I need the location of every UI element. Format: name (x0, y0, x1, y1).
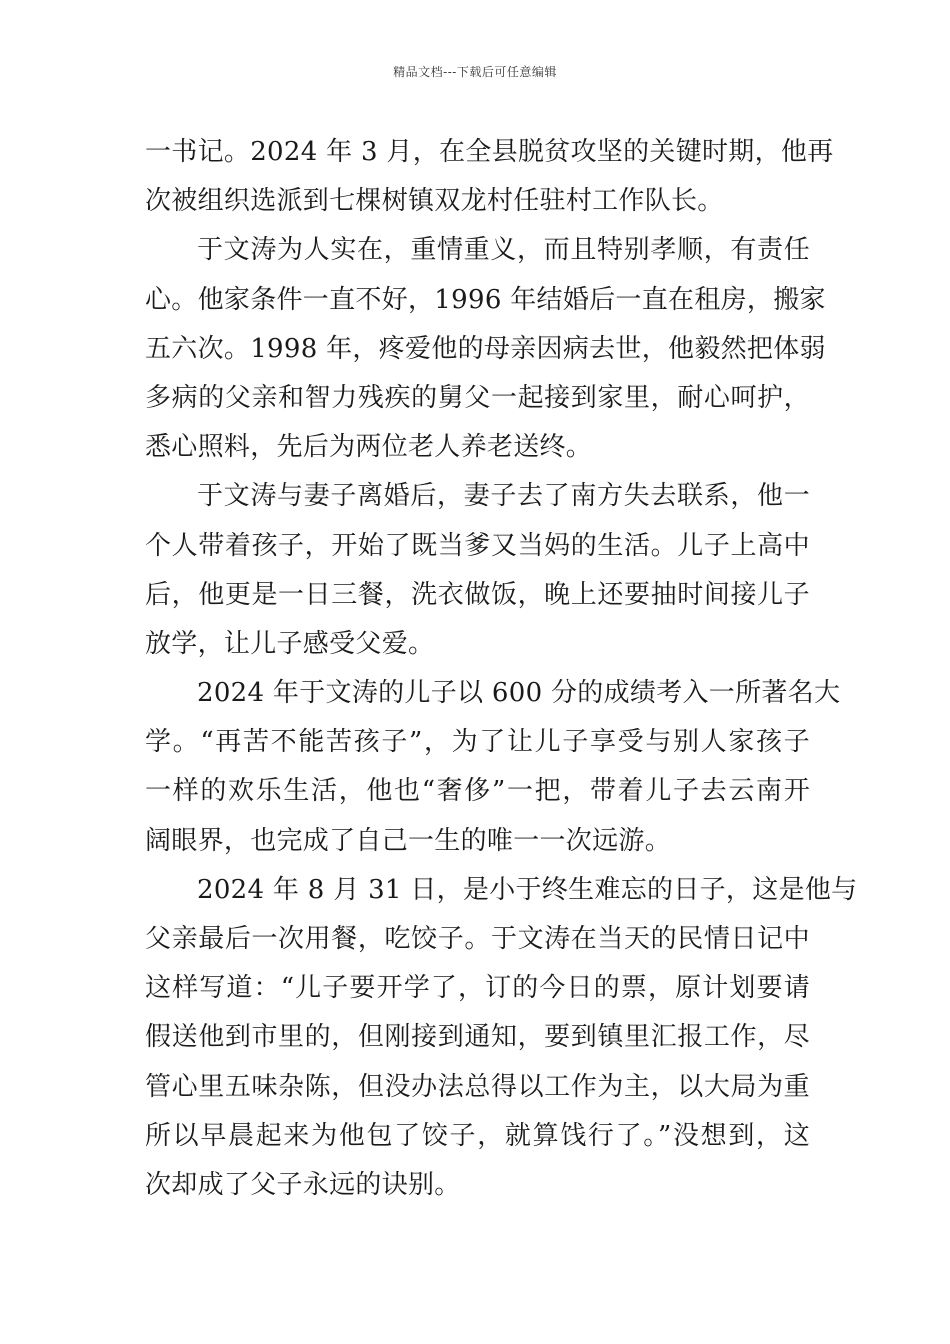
text-line: 于文涛为人实在，重情重义，而且特别孝顺，有责任 (197, 235, 810, 266)
text-line: 管心里五味杂陈，但没办法总得以工作为主，以大局为重 (145, 1071, 810, 1102)
text-line: 放学，让儿子感受父爱。 (145, 628, 435, 659)
text-line: 多病的父亲和智力残疾的舅父一起接到家里，耐心呵护， (145, 382, 810, 413)
text-line: 于文涛与妻子离婚后，妻子去了南方失去联系，他一 (197, 481, 810, 512)
paragraph (145, 866, 858, 1210)
paragraph (145, 128, 834, 226)
text-line: 个人带着孩子，开始了既当爹又当妈的生活。儿子上高中 (145, 530, 810, 561)
text-line: 假送他到市里的，但刚接到通知，要到镇里汇报工作，尽 (145, 1022, 810, 1053)
text-line: 所以早晨起来为他包了饺子，就算饯行了。”没想到，这 (145, 1120, 810, 1151)
text-line: 学。“再苦不能苦孩子”，为了让儿子享受与别人家孩子 (145, 727, 810, 758)
text-line: 一书记。2024 年 3 月，在全县脱贫攻坚的关键时期，他再 (145, 137, 834, 167)
text-line: 父亲最后一次用餐，吃饺子。于文涛在当天的民情日记中 (145, 924, 810, 954)
text-line: 一样的欢乐生活，他也“奢侈”一把，带着儿子去云南开 (145, 776, 810, 807)
page-header: 精品文档---下载后可任意编辑 (393, 65, 557, 79)
document-body (145, 128, 858, 1210)
text-line: 次却成了父子永远的诀别。 (145, 1169, 461, 1200)
paragraph (145, 669, 841, 866)
text-line: 次被组织选派到七棵树镇双龙村任驻村工作队长。 (145, 186, 724, 217)
text-line: 阔眼界，也完成了自己一生的唯一一次远游。 (145, 825, 672, 856)
text-line: 这样写道：“儿子要开学了，订的今日的票，原计划要请 (145, 973, 810, 1004)
text-line: 2024 年 8 月 31 日，是小于终生难忘的日子，这是他与 (197, 874, 858, 905)
text-line: 2024 年于文涛的儿子以 600 分的成绩考入一所著名大 (197, 678, 841, 709)
paragraph (145, 472, 810, 669)
text-line: 悉心照料，先后为两位老人养老送终。 (145, 432, 593, 463)
paragraph (145, 226, 826, 472)
text-line: 心。他家条件一直不好，1996 年结婚后一直在租房，搬家 (145, 284, 826, 315)
text-line: 后，他更是一日三餐，洗衣做饭，晚上还要抽时间接儿子 (145, 579, 810, 610)
text-line: 五六次。1998 年，疼爱他的母亲因病去世，他毅然把体弱 (145, 333, 826, 364)
